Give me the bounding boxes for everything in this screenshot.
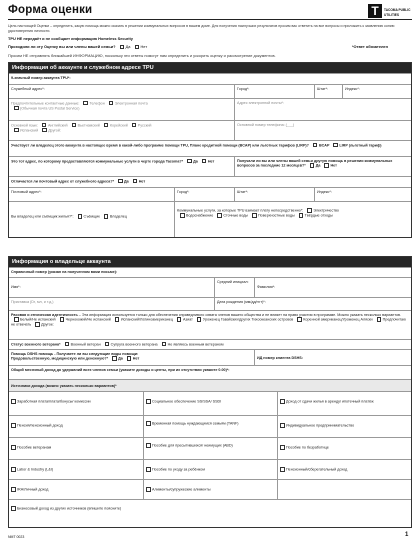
income-source-7: [9, 438, 143, 459]
same-household-yes-label: Да: [193, 159, 198, 163]
same-household-question: [9, 157, 234, 176]
name-row: [9, 277, 411, 297]
solid-label: Твёрдые отходы: [304, 213, 333, 218]
mail-label: (Обычная почта US Postal Service): [20, 106, 80, 111]
tpu-consent-text: TPU НЕ передаёт и не сообщает информацию Homeless Security: [8, 36, 133, 41]
dshs-yes-checkbox[interactable]: [112, 356, 117, 361]
assessed-question-label: Проходили ли эту Оценку вы или члены вашей семьи?: [8, 44, 116, 49]
renter-checkbox[interactable]: [78, 214, 83, 219]
income-source-2: [143, 392, 277, 415]
state-label: Штат*:: [317, 86, 329, 91]
header-rule: [8, 19, 412, 20]
owner-section: [8, 256, 412, 528]
income-grid-row-5: [9, 479, 411, 499]
form-header: [8, 4, 412, 18]
race-7-label: Предпочитаю не отвечать: [11, 317, 406, 327]
mailing-state-field[interactable]: [234, 188, 314, 201]
renter-label: Съёмщик: [83, 214, 100, 219]
race-8-label: Другое:: [41, 322, 54, 327]
income-source-6: [277, 416, 411, 437]
logo-mark: T: [368, 4, 382, 18]
veteran-label: Статус военного ветерана*: [11, 342, 61, 346]
income-source-14: [143, 480, 277, 499]
same-household-label: Это тот адрес, по которому предоставляются коммунальные услуги в черте города Tacoma?*: [11, 159, 184, 163]
income-source-8-label: Пособие для пресытившихся/ неимущих (ABD): [152, 443, 233, 448]
service-address-row: [9, 84, 411, 98]
mailing-address-row: [9, 187, 411, 201]
first-name-label: Имя*:: [11, 285, 21, 289]
income-total-label: Общий месячный доход до удержаний всех членов семьи (укажите доходы и центы, при их отсутствии укажите 0.00)*:: [11, 367, 230, 372]
income-grid-row-4: [9, 459, 411, 479]
income-source-9: [277, 438, 411, 459]
income-source-9-checkbox[interactable]: [280, 445, 285, 450]
other-program-row: [9, 140, 411, 156]
household-row: [9, 156, 411, 176]
suffix-field[interactable]: [9, 298, 214, 310]
income-source-11-checkbox[interactable]: [146, 467, 151, 472]
surface-label: Поверхностные воды: [258, 213, 295, 218]
dshs-row: [9, 349, 411, 365]
income-source-13-checkbox[interactable]: [11, 487, 16, 492]
lang-ko-label: Корейский: [109, 123, 128, 127]
race-2-checkbox[interactable]: [60, 317, 65, 322]
same-household-yes[interactable]: [187, 159, 192, 164]
reference-row: [9, 267, 411, 277]
one-time-question: [234, 157, 411, 176]
income-source-5-checkbox[interactable]: [146, 421, 151, 426]
middle-initial-label: Средний инициал:: [217, 279, 249, 284]
dshs-label: Помощь DSHS помощь - Получаете ли вы следующие виды помощи:: [11, 351, 139, 356]
lang-ko-checkbox[interactable]: [104, 123, 109, 128]
storm-checkbox[interactable]: [217, 213, 222, 218]
one-time-yes[interactable]: [310, 163, 315, 168]
race-row: [9, 310, 411, 339]
mailing-zip-field[interactable]: [314, 188, 411, 201]
contact-pref-label: Предпочтительные контактные данные:: [11, 101, 80, 105]
mailing-diff-question: [9, 177, 411, 187]
income-source-empty: [277, 480, 411, 499]
income-source-3-label: Доход от сдачи жилья в аренду/ ипотечный платёж: [286, 399, 374, 404]
income-sources-row: [9, 379, 411, 391]
lang-en-label: Английский: [47, 123, 68, 127]
electric-label: Электричество: [313, 208, 339, 213]
contact-row: [9, 98, 411, 120]
income-grid-row-3: [9, 437, 411, 459]
lirp-checkbox[interactable]: [333, 143, 338, 148]
income-source-1-checkbox[interactable]: [11, 399, 16, 404]
race-text: Эта информация используется только для обеспечения справедливого охвата членов вашего общества и не влияет на право участия в программе. Можно указать несколько вариантов.: [81, 312, 402, 317]
owner-label: Владелец: [109, 214, 127, 219]
income-source-10-label: Labor & Industry (L&I): [17, 467, 54, 472]
middle-initial-field[interactable]: [214, 278, 254, 297]
water-checkbox[interactable]: [180, 213, 185, 218]
lang-other-label: Другой:: [48, 128, 61, 133]
assessed-yes-label: Да: [125, 44, 131, 49]
lang-ru-checkbox[interactable]: [132, 123, 137, 128]
mailing-city-label: Город*:: [177, 189, 190, 194]
income-source-8-checkbox[interactable]: [146, 443, 151, 448]
account-number-row: [9, 73, 411, 84]
dshs-question: [9, 350, 254, 365]
income-source-1: [9, 392, 143, 415]
income-source-5-label: Временная помощь нуждающимся семьям (TANF): [152, 421, 239, 426]
same-household-no[interactable]: [202, 159, 207, 164]
veteran-row: [9, 339, 411, 349]
mailing-state-label: Штат*:: [237, 189, 249, 194]
income-source-7-label: Пособие ветеранам: [17, 445, 52, 450]
storm-label: Сточные воды: [223, 213, 248, 218]
main-phone-label: Основной номер телефона: (___): [237, 122, 295, 127]
dshs-id-label: ИД номер клиента DSHS:: [257, 356, 303, 360]
phone-label: Телефон: [89, 101, 105, 105]
veteran-2-checkbox[interactable]: [105, 342, 110, 347]
income-sources-label: Источники дохода (можно указать несколько вариантов)*: [11, 384, 117, 388]
veteran-1-checkbox[interactable]: [65, 342, 70, 347]
solid-checkbox[interactable]: [299, 213, 304, 218]
income-source-3-checkbox[interactable]: [280, 399, 285, 404]
lang-es-checkbox[interactable]: [14, 128, 19, 133]
income-source-14-checkbox[interactable]: [146, 487, 151, 492]
logo-text: TACOMA PUBLIC UTILITIES: [384, 8, 411, 17]
bcap-checkbox[interactable]: [313, 143, 318, 148]
dshs-id-field[interactable]: [254, 350, 411, 365]
main-phone-field[interactable]: [234, 121, 411, 140]
race-label: Расовая и этническая идентичность: [11, 312, 78, 317]
lang-es-label: Испанский: [20, 128, 39, 133]
income-source-11: [143, 460, 277, 479]
race-section: Расовая и этническая идентичность – Эта информация используется только для обеспечения справедливого охвата членов вашего общества и не влияет на право участия в программе. Можно указать несколько вариантов. Белый/Не испанский Чернокожий/Не испанский Испанский/Латиноамериканец Азиат Уроженец Гавайских/других Тихоокеанских островов Коренной американец/Уроженец Аляски Предпочитаю не отвечать Другое:: [11, 312, 406, 327]
last-name-field[interactable]: [254, 278, 411, 297]
request-text: Просим НЕ отправлять ближайшей ИНФОРМАЦИЮ, поскольку эти ответы помогут нам определить и ускорить оценку и рассмотрение документов.: [8, 53, 276, 58]
mailing-city-field[interactable]: [174, 188, 234, 201]
income-source-2-checkbox[interactable]: [146, 399, 151, 404]
assessed-question: [8, 44, 308, 49]
race-4-checkbox[interactable]: [177, 317, 182, 322]
income-source-15-label: Бизнесовый доход из других источников (впишите поясните): [17, 506, 122, 511]
race-1-label: Белый/Не испанский: [20, 317, 56, 322]
income-source-6-label: Индивидуальное предпринимательство: [286, 423, 355, 428]
reference-id-label: Справочный номер (указан на полученном вами письме):: [11, 269, 118, 274]
income-source-10-checkbox[interactable]: [11, 467, 16, 472]
logo: [368, 4, 412, 20]
mailing-address-label: Почтовый адрес*:: [11, 189, 42, 194]
mailing-diff-no-label: Нет: [138, 179, 146, 183]
income-grid-row-6: [9, 499, 411, 527]
surface-checkbox[interactable]: [252, 213, 257, 218]
race-2-label: Чернокожий/Не испанский: [65, 317, 111, 322]
city-label: Город*:: [237, 86, 250, 91]
contact-preference: [9, 99, 234, 120]
race-5-label: Уроженец Гавайских/других Тихоокеанских островов: [202, 317, 294, 322]
language-options: [9, 121, 234, 140]
zip-field[interactable]: [342, 85, 411, 98]
one-time-label: Получали ли вы или члены вашей семьи другую помощь в решении коммунальных вопросов за последние 12 месяцев?*: [237, 158, 393, 168]
race-8-checkbox[interactable]: [35, 322, 40, 327]
language-row: [9, 120, 411, 140]
mailing-diff-label: Отличается ли почтовый адрес от служебного адреса?*: [11, 179, 115, 183]
dob-label: Дата рождения (мм/дд/гггг)*:: [217, 299, 266, 304]
veteran-3-checkbox[interactable]: [162, 342, 167, 347]
email-checkbox[interactable]: [109, 101, 114, 106]
one-time-no[interactable]: [324, 163, 329, 168]
race-3-checkbox[interactable]: [115, 317, 120, 322]
language-label: Основной язык:: [11, 123, 38, 127]
income-source-13: [9, 480, 143, 499]
mail-checkbox[interactable]: [14, 106, 19, 111]
page-number: 1: [405, 532, 409, 538]
one-time-no-label: Нет: [330, 163, 337, 168]
lirp-label: LIRP (льготный тариф): [339, 143, 382, 147]
first-name-field[interactable]: [9, 278, 214, 297]
race-6-label: Коренной американец/Уроженец Аляски: [303, 317, 373, 322]
race-1-checkbox[interactable]: [14, 317, 19, 322]
last-name-label: Фамилия*:: [257, 285, 276, 289]
income-source-4: [9, 416, 143, 437]
income-grid-row-2: [9, 415, 411, 437]
service-address-label: Служебный адрес*:: [11, 86, 45, 91]
income-source-14-label: Алименты/супружеские алименты: [152, 487, 211, 492]
income-source-2-label: Социальное обеспечение SS/SSA/ SSDI: [152, 399, 222, 404]
email-address-field[interactable]: [234, 99, 411, 120]
income-source-5: [143, 416, 277, 437]
income-source-12-checkbox[interactable]: [280, 467, 285, 472]
utilities-paid: [174, 202, 411, 237]
living-status-label: Вы владелец или съёмщик жилья?*:: [11, 214, 74, 219]
income-source-15-checkbox[interactable]: [11, 506, 16, 511]
mailing-diff-yes[interactable]: [118, 179, 123, 184]
income-source-9-label: Пособие по безработице: [286, 445, 329, 450]
dshs-no-checkbox[interactable]: [127, 356, 132, 361]
other-program-question: [9, 141, 411, 156]
water-label: Водоснабжение: [186, 213, 214, 218]
owner-checkbox[interactable]: [104, 214, 109, 219]
dshs-food-label: Продовольственную, медицинскую или денежную?*: [11, 356, 109, 361]
assessed-yes-checkbox[interactable]: [120, 45, 125, 50]
email-label: Электронная почта: [114, 101, 148, 105]
income-source-6-checkbox[interactable]: [280, 423, 285, 428]
lang-vi-label: Вьетнамский: [77, 123, 100, 127]
owner-section-title: Информация о владельце аккаунта: [9, 257, 411, 267]
lang-other-checkbox[interactable]: [42, 128, 47, 133]
state-field[interactable]: [314, 85, 342, 98]
income-source-10: [9, 460, 143, 479]
form-title: Форма оценки: [8, 4, 93, 16]
mailing-address-field[interactable]: [9, 188, 174, 201]
electric-checkbox[interactable]: [307, 208, 312, 213]
veteran-status: [9, 340, 411, 349]
dshs-no-label: Нет: [132, 356, 140, 361]
race-5-checkbox[interactable]: [197, 317, 202, 322]
income-source-8: [143, 438, 277, 459]
required-note: *Ответ обязателен: [352, 44, 388, 49]
race-4-label: Азиат: [182, 317, 193, 322]
dob-field[interactable]: [214, 298, 411, 310]
income-source-3: [277, 392, 411, 415]
income-source-1-label: Заработная плата/плата/бонусы/ комиссии: [17, 399, 91, 404]
account-number-label: 9-значный номер аккаунта TPU*:: [11, 75, 71, 80]
zip-label: Индекс*:: [345, 86, 360, 91]
lang-vi-checkbox[interactable]: [72, 123, 77, 128]
race-6-checkbox[interactable]: [297, 317, 302, 322]
race-7-checkbox[interactable]: [377, 317, 382, 322]
email-address-label: Адрес электронной почты*:: [237, 100, 284, 105]
same-household-no-label: Нет: [207, 159, 215, 163]
income-source-11-label: Пособие по уходу за ребёнком: [152, 467, 205, 472]
income-total-row: [9, 365, 411, 379]
mailing-diff-no[interactable]: [133, 179, 138, 184]
account-section: [8, 62, 412, 238]
assessed-no-label: Нет: [140, 44, 148, 49]
lang-en-checkbox[interactable]: [42, 123, 47, 128]
income-source-15: [9, 500, 411, 527]
phone-checkbox[interactable]: [83, 101, 88, 106]
mailing-diff-yes-label: Да: [124, 179, 129, 183]
one-time-yes-label: Да: [315, 163, 321, 168]
income-source-4-label: Пенсия/пенсионный доход: [17, 423, 63, 428]
account-section-title: Информация об аккаунте и служебном адресе TPU: [9, 63, 411, 73]
utilities-paid-label: Коммунальные услуги, за которые TPU взимает плату непосредственно*:: [177, 208, 304, 213]
city-field[interactable]: [234, 85, 314, 98]
veteran-2-label: Супруга военного ветерана: [110, 342, 158, 346]
veteran-3-label: Не являюсь военным ветераном: [167, 342, 224, 346]
dshs-yes-label: Да: [118, 356, 123, 361]
bcap-label: BCAP: [318, 143, 330, 147]
living-status-question: [9, 202, 174, 237]
lang-ru-label: Русский: [137, 123, 152, 127]
living-status-row: [9, 201, 411, 237]
race-3-label: Испанский/Латиноамериканец: [120, 317, 173, 322]
form-code: NMT 0023: [8, 535, 25, 539]
service-address-field[interactable]: [9, 85, 234, 98]
income-source-12-label: Пенсионный/сберегательный доход: [286, 467, 348, 472]
income-source-7-checkbox[interactable]: [11, 445, 16, 450]
income-source-4-checkbox[interactable]: [11, 423, 16, 428]
veteran-1-label: Военный ветеран: [70, 342, 101, 346]
assessed-no-checkbox[interactable]: [135, 45, 140, 50]
suffix-label: Приставка (Dr, мл, и т.д.): [11, 299, 54, 304]
income-grid-row-1: [9, 391, 411, 415]
mailing-zip-label: Индекс*:: [317, 189, 332, 194]
income-source-12: [277, 460, 411, 479]
other-program-label: Участвует ли владелец этого аккаунта в настоящее время в какой-либо программе помощи TPU, Плане кредитной помощи (BCAP) или льготных тарифов (LIRP)?: [11, 143, 309, 147]
income-source-13-label: IRA/Личный доход: [17, 487, 49, 492]
mailing-diff-row: [9, 176, 411, 187]
dob-row: [9, 297, 411, 310]
intro-paragraph: Цель настоящей Оценки – определить, какую помощь можно оказать в решении коммунальных вопросов в вашем доме. Для получения наилучших результатов просим вас ответить на все вопросы и приложить к заявлению копию удостоверения личности.: [8, 24, 395, 33]
